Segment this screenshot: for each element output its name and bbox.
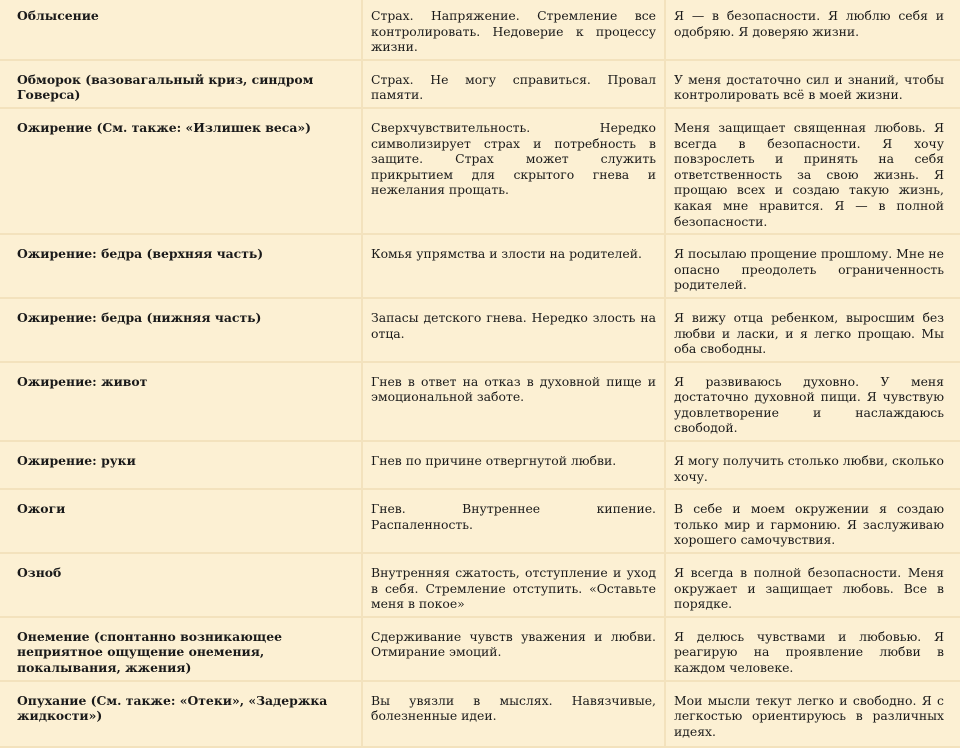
table-row — [0, 681, 960, 747]
cause-cell: Вы увязли в мыслях. Навязчивые, болезненные идеи. — [362, 681, 665, 747]
cause-cell: Комья упрямства и злости на родителей. — [362, 234, 665, 298]
table-row — [0, 617, 960, 681]
condition-cell: Облысение — [0, 0, 362, 60]
condition-cell: Обморок (вазовагальный криз, синдром Говерса) — [0, 60, 362, 108]
table-row — [0, 298, 960, 362]
cause-cell: Сверхчувствительность. Нередко символизирует страх и потребность в защите. Страх может служить прикрытием для скрытого гнева и нежелания прощать. — [362, 108, 665, 234]
table-row — [0, 553, 960, 617]
affirmation-cell: Я вижу отца ребенком, выросшим без любви и ласки, и я легко прощаю. Мы оба свободны. — [665, 298, 960, 362]
affirmation-cell: Меня защищает священная любовь. Я всегда в безопасности. Я хочу повзрослеть и принять на себя ответственность за свою жизнь. Я прощаю всех и создаю такую жизнь, какая мне нравится. Я — в полной безопасности. — [665, 108, 960, 234]
condition-cell: Ожирение: бедра (верхняя часть) — [0, 234, 362, 298]
affirmation-cell: У меня достаточно сил и знаний, чтобы контролировать всё в моей жизни. — [665, 60, 960, 108]
condition-cell: Ожирение: живот — [0, 362, 362, 441]
affirmation-cell: Я могу получить столько любви, сколько хочу. — [665, 441, 960, 489]
affirmation-cell: Мои мысли текут легко и свободно. Я с легкостью ориентируюсь в различных идеях. — [665, 681, 960, 747]
affirmation-cell: Я делюсь чувствами и любовью. Я реагирую на проявление любви в каждом человеке. — [665, 617, 960, 681]
table-row — [0, 0, 960, 60]
condition-cell: Ожирение: бедра (нижняя часть) — [0, 298, 362, 362]
table-row — [0, 441, 960, 489]
cause-cell: Запасы детского гнева. Нередко злость на отца. — [362, 298, 665, 362]
cause-cell: Сдерживание чувств уважения и любви. Отмирание эмоций. — [362, 617, 665, 681]
affirmation-cell: Я развиваюсь духовно. У меня достаточно духовной пищи. Я чувствую удовлетворение и наслаждаюсь свободой. — [665, 362, 960, 441]
table-row — [0, 234, 960, 298]
affirmation-cell: Я — в безопасности. Я люблю себя и одобряю. Я доверяю жизни. — [665, 0, 960, 60]
table-row — [0, 60, 960, 108]
cause-cell: Гнев в ответ на отказ в духовной пище и эмоциональной заботе. — [362, 362, 665, 441]
condition-cell: Ожирение: руки — [0, 441, 362, 489]
affirmation-cell: В себе и моем окружении я создаю только мир и гармонию. Я заслуживаю хорошего самочувствия. — [665, 489, 960, 553]
condition-cell: Ожоги — [0, 489, 362, 553]
table-row — [0, 362, 960, 441]
cause-cell: Гнев. Внутреннее кипение. Распаленность. — [362, 489, 665, 553]
condition-cell: Ожирение (См. также: «Излишек веса») — [0, 108, 362, 234]
cause-cell: Страх. Напряжение. Стремление все контролировать. Недоверие к процессу жизни. — [362, 0, 665, 60]
table-row — [0, 108, 960, 234]
table-row — [0, 489, 960, 553]
cause-cell: Внутренняя сжатость, отступление и уход в себя. Стремление отступить. «Оставьте меня в покое» — [362, 553, 665, 617]
condition-cell: Озноб — [0, 553, 362, 617]
affirmation-cell: Я посылаю прощение прошлому. Мне не опасно преодолеть ограниченность родителей. — [665, 234, 960, 298]
affirmation-cell: Я всегда в полной безопасности. Меня окружает и защищает любовь. Все в порядке. — [665, 553, 960, 617]
cause-cell: Страх. Не могу справиться. Провал памяти. — [362, 60, 665, 108]
condition-cell: Онемение (спонтанно возникающее неприятное ощущение онемения, покалывания, жжения) — [0, 617, 362, 681]
cause-cell: Гнев по причине отвергнутой любви. — [362, 441, 665, 489]
condition-cell: Опухание (См. также: «Отеки», «Задержка жидкости») — [0, 681, 362, 747]
